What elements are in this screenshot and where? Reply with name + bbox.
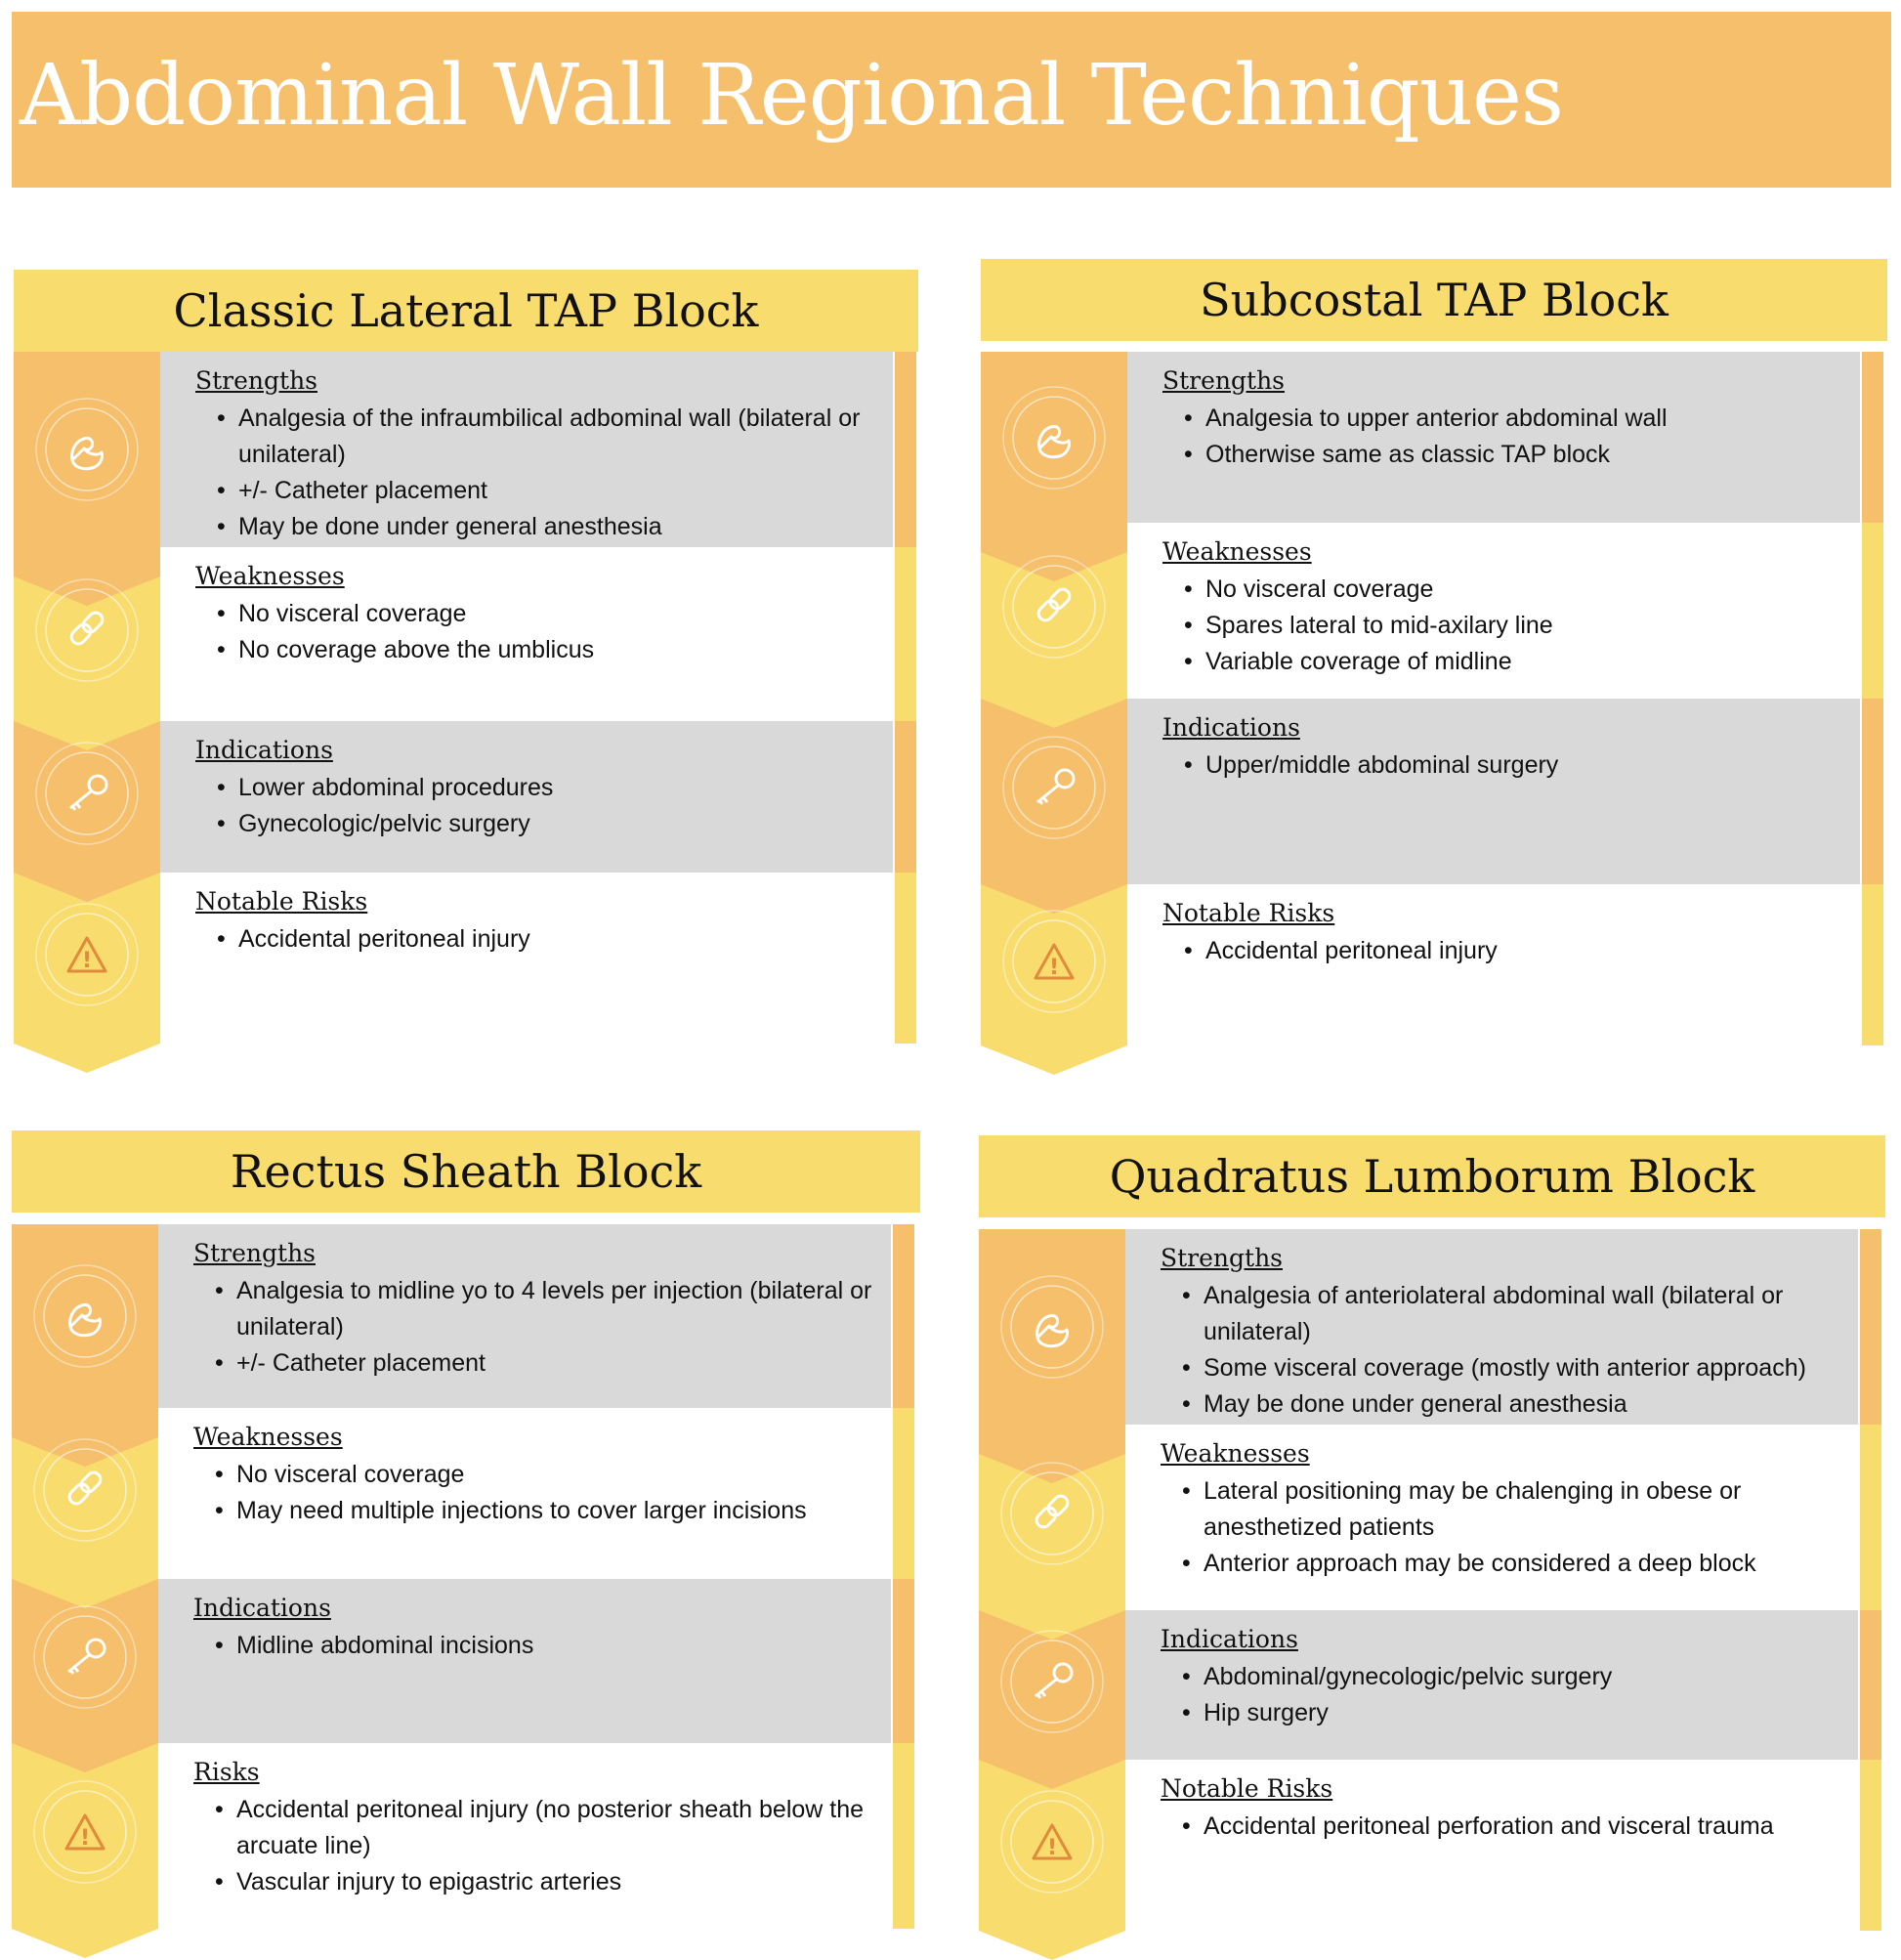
section-heading: Notable Risks bbox=[195, 887, 368, 916]
bullet-list bbox=[1162, 572, 1846, 680]
bullet-item: • Accidental peritoneal injury bbox=[238, 921, 879, 958]
side-stripe bbox=[1862, 884, 1883, 1045]
bullet-item: • Lower abdominal procedures bbox=[238, 770, 879, 806]
section-heading: Indications bbox=[1161, 1625, 1298, 1653]
warning-icon bbox=[31, 1778, 139, 1886]
bullet-item: • No visceral coverage bbox=[1205, 572, 1846, 608]
key-icon bbox=[31, 1603, 139, 1711]
chain-link-icon bbox=[1000, 553, 1108, 660]
section-heading: Weaknesses bbox=[195, 562, 345, 590]
bullet-item: • Analgesia of anteriolateral abdominal wall (bilateral or unilateral) bbox=[1204, 1278, 1844, 1350]
bullet-item: • May be done under general anesthesia bbox=[1204, 1386, 1844, 1423]
bullet-item: • +/- Catheter placement bbox=[238, 473, 879, 509]
side-stripe bbox=[1862, 352, 1883, 523]
section-heading: Risks bbox=[193, 1758, 260, 1786]
section-content bbox=[195, 886, 879, 958]
section-content bbox=[195, 735, 879, 842]
chain-link-icon bbox=[998, 1460, 1106, 1567]
side-stripe bbox=[893, 1579, 914, 1743]
bullet-item: • Upper/middle abdominal surgery bbox=[1205, 747, 1846, 784]
bullet-list bbox=[195, 921, 879, 958]
bullet-item: • Accidental peritoneal injury (no posterior sheath below the arcuate line) bbox=[236, 1792, 877, 1864]
section-content bbox=[1162, 365, 1846, 473]
side-stripe bbox=[1862, 699, 1883, 884]
key-icon bbox=[1000, 734, 1108, 841]
card-rectus-sheath bbox=[12, 1130, 920, 1932]
card-header bbox=[14, 270, 918, 352]
bullet-item: • May need multiple injections to cover larger incisions bbox=[236, 1493, 877, 1529]
bullet-item: • No visceral coverage bbox=[236, 1457, 877, 1493]
section-heading: Weaknesses bbox=[193, 1423, 343, 1451]
section-heading: Weaknesses bbox=[1162, 537, 1312, 566]
section-heading: Notable Risks bbox=[1162, 899, 1335, 927]
section-content bbox=[1161, 1773, 1844, 1845]
section-heading: Weaknesses bbox=[1161, 1439, 1310, 1468]
bullet-item: • Accidental peritoneal injury bbox=[1205, 933, 1846, 969]
bullet-list bbox=[1162, 401, 1846, 473]
bullet-list bbox=[193, 1457, 877, 1529]
section-content bbox=[193, 1422, 877, 1529]
card-header bbox=[981, 259, 1887, 341]
side-stripe bbox=[895, 352, 916, 547]
bullet-item: • Analgesia to midline yo to 4 levels per injection (bilateral or unilateral) bbox=[236, 1273, 877, 1345]
page-title: Abdominal Wall Regional Techniques bbox=[20, 47, 1564, 145]
warning-icon bbox=[998, 1788, 1106, 1896]
svg-text:!: ! bbox=[1048, 955, 1060, 980]
section-content bbox=[1161, 1243, 1844, 1423]
side-stripe bbox=[1860, 1425, 1881, 1610]
bullet-list bbox=[1162, 747, 1846, 784]
bullet-item: • Vascular injury to epigastric arteries bbox=[236, 1864, 877, 1900]
bullet-list bbox=[1161, 1659, 1844, 1731]
side-stripe bbox=[1860, 1610, 1881, 1760]
card-title: Subcostal TAP Block bbox=[1200, 274, 1669, 326]
bullet-list bbox=[1162, 933, 1846, 969]
bullet-item: • Otherwise same as classic TAP block bbox=[1205, 437, 1846, 473]
section-heading: Strengths bbox=[1161, 1244, 1283, 1272]
svg-text:!: ! bbox=[79, 1826, 91, 1851]
bullet-item: • Accidental peritoneal perforation and visceral trauma bbox=[1204, 1809, 1844, 1845]
section-row-strengths bbox=[12, 1224, 920, 1408]
section-heading: Strengths bbox=[1162, 366, 1285, 395]
side-stripe bbox=[893, 1224, 914, 1408]
key-icon bbox=[998, 1628, 1106, 1735]
section-content bbox=[195, 561, 879, 668]
bullet-list bbox=[1161, 1278, 1844, 1423]
svg-text:!: ! bbox=[1046, 1835, 1058, 1860]
section-heading: Strengths bbox=[195, 366, 317, 395]
bullet-item: • Midline abdominal incisions bbox=[236, 1628, 877, 1664]
title-banner bbox=[12, 12, 1891, 188]
side-stripe bbox=[1862, 523, 1883, 699]
section-heading: Notable Risks bbox=[1161, 1774, 1333, 1803]
card-header bbox=[979, 1135, 1885, 1217]
arm-muscle-icon bbox=[1000, 384, 1108, 491]
bullet-list bbox=[195, 401, 879, 545]
bullet-list bbox=[1161, 1809, 1844, 1845]
section-content bbox=[193, 1238, 877, 1382]
bullet-item: • Hip surgery bbox=[1204, 1695, 1844, 1731]
section-content bbox=[1161, 1438, 1844, 1582]
section-heading: Indications bbox=[193, 1594, 331, 1622]
section-heading: Strengths bbox=[193, 1239, 316, 1267]
warning-icon bbox=[1000, 908, 1108, 1015]
card-title: Classic Lateral TAP Block bbox=[173, 284, 759, 337]
section-content bbox=[193, 1593, 877, 1664]
bullet-item: • +/- Catheter placement bbox=[236, 1345, 877, 1382]
section-content bbox=[1161, 1624, 1844, 1731]
side-stripe bbox=[1860, 1760, 1881, 1931]
bullet-list bbox=[193, 1628, 877, 1664]
bullet-item: • Analgesia of the infraumbilical adbominal wall (bilateral or unilateral) bbox=[238, 401, 879, 473]
bullet-item: • Abdominal/gynecologic/pelvic surgery bbox=[1204, 1659, 1844, 1695]
chain-link-icon bbox=[33, 576, 141, 684]
card-title: Quadratus Lumborum Block bbox=[1109, 1150, 1755, 1203]
warning-icon bbox=[33, 901, 141, 1008]
side-stripe bbox=[893, 1743, 914, 1929]
bullet-item: • Some visceral coverage (mostly with anterior approach) bbox=[1204, 1350, 1844, 1386]
bullet-list bbox=[193, 1792, 877, 1900]
arm-muscle-icon bbox=[998, 1273, 1106, 1381]
card-classic-lateral-tap bbox=[14, 270, 922, 1061]
bullet-list bbox=[195, 770, 879, 842]
bullet-item: • Variable coverage of midline bbox=[1205, 644, 1846, 680]
section-heading: Indications bbox=[1162, 713, 1300, 742]
bullet-list bbox=[195, 596, 879, 668]
bullet-item: • Analgesia to upper anterior abdominal wall bbox=[1205, 401, 1846, 437]
section-row-strengths bbox=[14, 352, 922, 547]
bullet-item: • No visceral coverage bbox=[238, 596, 879, 632]
bullet-item: • Lateral positioning may be chalenging in obese or anesthetized patients bbox=[1204, 1473, 1844, 1546]
section-content bbox=[193, 1757, 877, 1900]
side-stripe bbox=[1860, 1229, 1881, 1425]
bullet-list bbox=[193, 1273, 877, 1382]
section-content bbox=[1162, 712, 1846, 784]
section-row-strengths bbox=[979, 1229, 1887, 1425]
section-content bbox=[1162, 536, 1846, 680]
bullet-item: • Gynecologic/pelvic surgery bbox=[238, 806, 879, 842]
key-icon bbox=[33, 740, 141, 847]
side-stripe bbox=[895, 873, 916, 1044]
section-content bbox=[195, 365, 879, 545]
bullet-list bbox=[1161, 1473, 1844, 1582]
bullet-item: • No coverage above the umblicus bbox=[238, 632, 879, 668]
bullet-item: • Anterior approach may be considered a deep block bbox=[1204, 1546, 1844, 1582]
section-heading: Indications bbox=[195, 736, 333, 764]
side-stripe bbox=[895, 547, 916, 721]
bullet-item: • May be done under general anesthesia bbox=[238, 509, 879, 545]
card-header bbox=[12, 1130, 920, 1213]
arm-muscle-icon bbox=[31, 1262, 139, 1370]
card-quadratus-lumborum bbox=[979, 1135, 1887, 1937]
chain-link-icon bbox=[31, 1436, 139, 1544]
arm-muscle-icon bbox=[33, 396, 141, 503]
card-subcostal-tap bbox=[981, 259, 1889, 1060]
bullet-item: • Spares lateral to mid-axilary line bbox=[1205, 608, 1846, 644]
section-content bbox=[1162, 898, 1846, 969]
card-title: Rectus Sheath Block bbox=[230, 1145, 702, 1198]
side-stripe bbox=[895, 721, 916, 873]
section-row-strengths bbox=[981, 352, 1889, 523]
svg-text:!: ! bbox=[81, 948, 93, 973]
side-stripe bbox=[893, 1408, 914, 1579]
